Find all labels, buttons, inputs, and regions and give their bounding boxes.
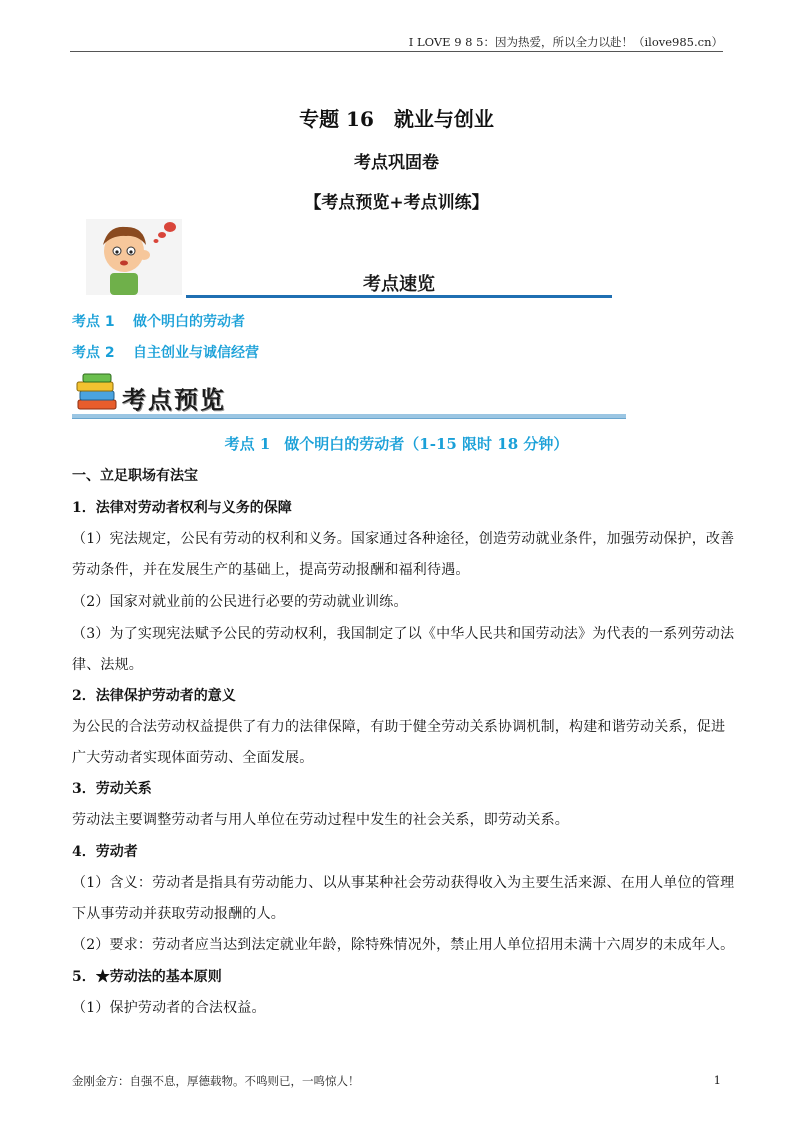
thinking-boy-icon [86, 219, 182, 295]
body-text: （2）要求：劳动者应当达到法定就业年龄，除特殊情况外，禁止用人单位招用未满十六周岁的未成年人。 [72, 937, 735, 953]
body-text: 为公民的合法劳动权益提供了有力的法律保障，有助于健全劳动关系协调机制，构建和谐劳动关系，促进 [72, 719, 726, 735]
toc-item[interactable] [72, 342, 259, 362]
body-heading: 1．法律对劳动者权利与义务的保障 [72, 500, 292, 516]
body-text: 劳动法主要调整劳动者与用人单位在劳动过程中发生的社会关系，即劳动关系。 [72, 812, 569, 828]
body-text: （1）含义：劳动者是指具有劳动能力、以从事某种社会劳动获得收入为主要生活来源、在用人单位的管理 [72, 875, 735, 891]
document-title: 专题 16 就业与创业 [299, 107, 494, 131]
body-text: （1）宪法规定，公民有劳动的权利和义务。国家通过各种途径，创造劳动就业条件，加强劳动保护，改善 [72, 531, 735, 547]
body-heading: 3．劳动关系 [72, 781, 152, 797]
preview-underline [72, 414, 626, 419]
preview-title: 考点预览 [122, 386, 226, 414]
body-text: 律、法规。 [72, 657, 143, 673]
document-subtitle: 考点巩固卷 [354, 153, 439, 173]
toc-item-number: 考点 2 [72, 345, 115, 361]
section-heading [0, 433, 793, 454]
overview-underline [186, 295, 612, 298]
body-heading: 5．★劳动法的基本原则 [72, 969, 222, 985]
page-number: 1 [713, 1073, 721, 1087]
toc-item-label: 做个明白的劳动者 [133, 314, 245, 330]
toc-item-label: 自主创业与诚信经营 [133, 345, 259, 361]
header-text: I LOVE 9 8 5：因为热爱，所以全力以赴！（ilove985.cn） [408, 35, 723, 49]
body-text: 广大劳动者实现体面劳动、全面发展。 [72, 750, 314, 766]
body-text: （1）保护劳动者的合法权益。 [72, 1000, 266, 1016]
header-rule [70, 51, 723, 52]
body-text: （2）国家对就业前的公民进行必要的劳动就业训练。 [72, 594, 408, 610]
body-text: 下从事劳动并获取劳动报酬的人。 [72, 906, 285, 922]
body-text: （3）为了实现宪法赋予公民的劳动权利，我国制定了以《中华人民共和国劳动法》为代表的一系列劳动法 [72, 626, 735, 642]
section-number: 考点 1 [224, 435, 271, 453]
toc-item-number: 考点 1 [72, 314, 115, 330]
overview-banner [186, 270, 612, 298]
body-heading: 2．法律保护劳动者的意义 [72, 688, 236, 704]
toc-item[interactable] [72, 311, 245, 331]
preview-banner [72, 370, 626, 424]
body-text: 劳动条件，并在发展生产的基础上，提高劳动报酬和福利待遇。 [72, 562, 470, 578]
footer-motto: 金刚金方：自强不息，厚德载物。不鸣则已，一鸣惊人！ [72, 1074, 360, 1088]
overview-title: 考点速览 [363, 274, 435, 295]
body-heading: 一、立足职场有法宝 [72, 468, 198, 484]
section-text: 做个明白的劳动者（1-15 限时 18 分钟） [284, 435, 569, 453]
document-tag: 【考点预览+考点训练】 [304, 193, 489, 213]
books-icon [74, 372, 120, 412]
body-heading: 4．劳动者 [72, 844, 138, 860]
